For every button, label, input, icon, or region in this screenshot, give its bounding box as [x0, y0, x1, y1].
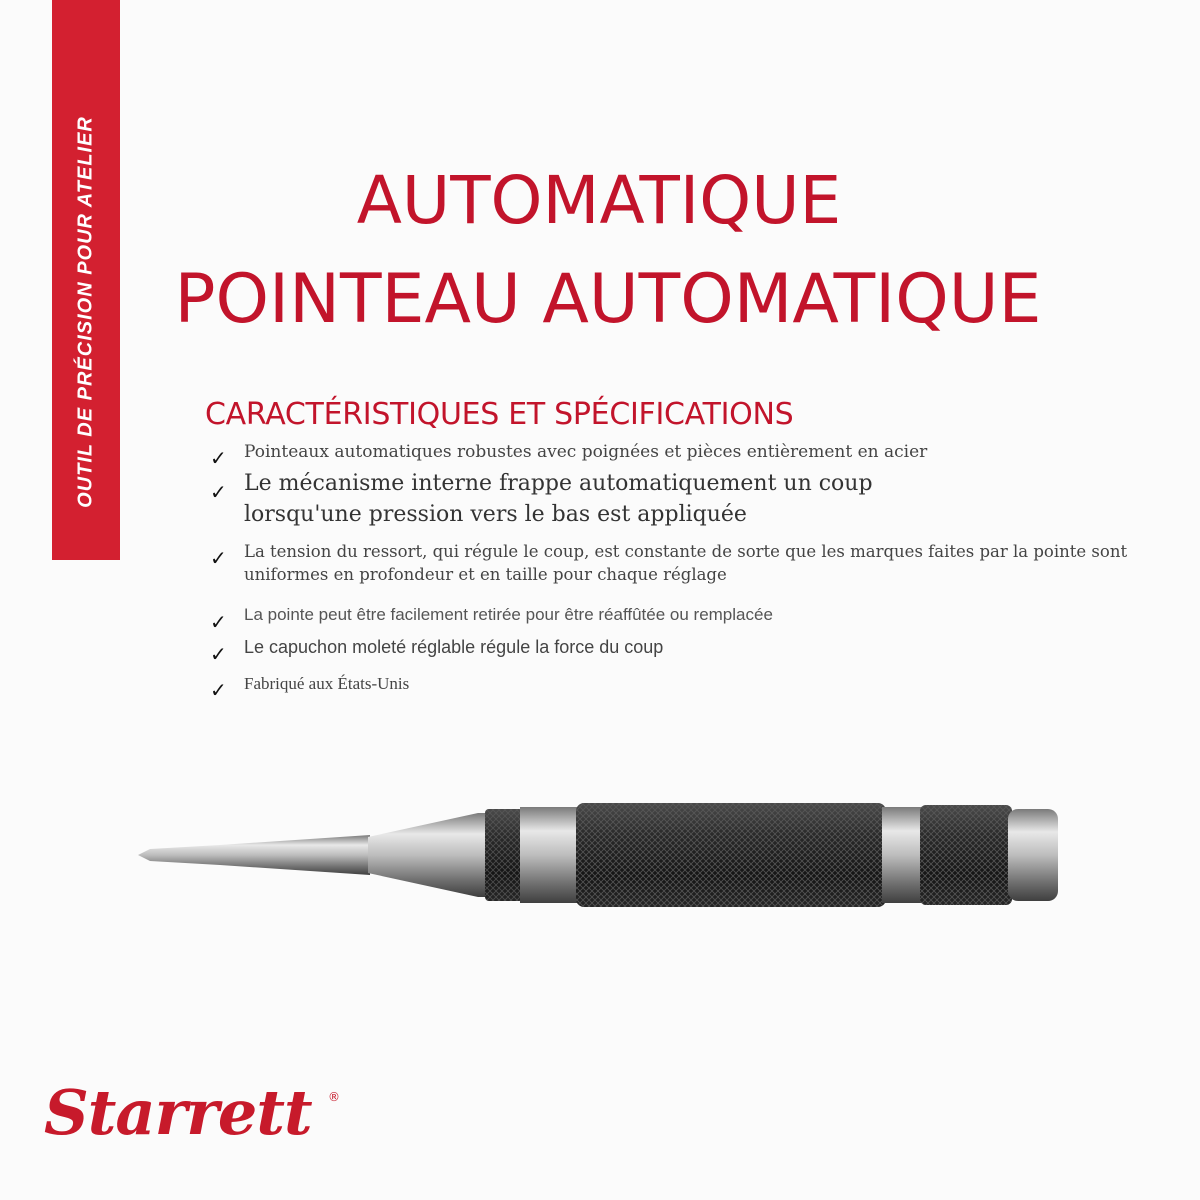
- starrett-logo: Starrett: [44, 1076, 312, 1149]
- checkmark-icon: ✓: [210, 446, 227, 470]
- checkmark-icon: ✓: [210, 480, 227, 504]
- feature-text-line: Le mécanisme interne frappe automatiquement un coup: [244, 471, 873, 496]
- feature-text: [244, 540, 1127, 586]
- specs-heading: CARACTÉRISTIQUES ET SPÉCIFICATIONS: [205, 397, 794, 432]
- feature-text-line: lorsqu'une pression vers le bas est appliquée: [244, 502, 747, 527]
- feature-text: Pointeaux automatiques robustes avec poignées et pièces entièrement en acier: [244, 442, 928, 462]
- checkmark-icon: ✓: [210, 678, 227, 702]
- page-title-line-1: AUTOMATIQUE: [356, 162, 842, 239]
- side-banner-label: OUTIL DE PRÉCISION POUR ATELIER: [74, 116, 97, 508]
- feature-text-line: uniformes en profondeur et en taille pour chaque réglage: [244, 565, 727, 584]
- feature-text: La pointe peut être facilement retirée pour être réaffûtée ou remplacée: [244, 605, 773, 624]
- feature-text: Le capuchon moleté réglable régule la force du coup: [244, 637, 664, 657]
- page-title-line-2: POINTEAU AUTOMATIQUE: [174, 260, 1042, 339]
- feature-text: Fabriqué aux États-Unis: [244, 674, 410, 693]
- checkmark-icon: ✓: [210, 610, 227, 634]
- checkmark-icon: ✓: [210, 546, 227, 570]
- center-punch-image: [130, 795, 1070, 915]
- feature-text-line: La tension du ressort, qui régule le coup, est constante de sorte que les marques faites par la pointe sont: [244, 542, 1128, 561]
- checkmark-icon: ✓: [210, 642, 227, 666]
- feature-text: [244, 468, 873, 530]
- registered-mark: ®: [328, 1090, 340, 1104]
